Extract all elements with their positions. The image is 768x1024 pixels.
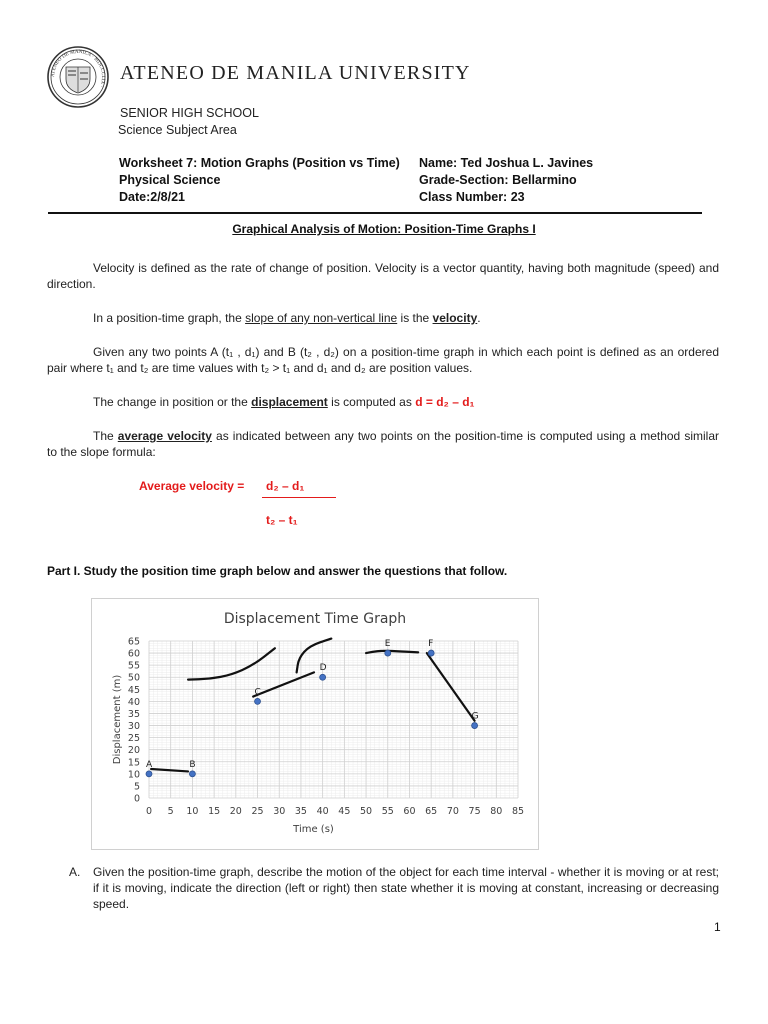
- x-tick-label: 25: [251, 806, 264, 817]
- x-tick-label: 85: [511, 806, 525, 817]
- header-divider: [48, 212, 702, 214]
- y-tick-label: 10: [127, 769, 140, 781]
- y-tick-label: 25: [127, 733, 140, 745]
- point-label-g: G: [471, 711, 479, 722]
- data-point-c: [255, 698, 261, 704]
- y-tick-label: 55: [127, 660, 140, 672]
- chart-svg: [92, 599, 538, 849]
- page-number: 1: [714, 920, 721, 934]
- paragraph-displacement: The change in position or the displacement is computed as d = d₂ – d₁: [93, 395, 475, 409]
- data-point-d: [320, 674, 326, 680]
- y-tick-label: 65: [127, 636, 140, 648]
- data-point-e: [385, 650, 391, 656]
- question-a-letter: A.: [69, 865, 81, 879]
- student-name: Name: Ted Joshua L. Javines: [419, 156, 594, 170]
- x-tick-label: 80: [490, 806, 503, 817]
- worksheet-title: Worksheet 7: Motion Graphs (Position vs Time): [119, 156, 400, 170]
- data-point-g: [472, 723, 478, 729]
- point-label-f: F: [428, 639, 434, 650]
- formula-label: Average velocity =: [139, 479, 245, 493]
- formula-denominator: t₂ – t₁: [266, 513, 298, 527]
- subject-area: Science Subject Area: [118, 123, 237, 137]
- y-tick-label: 30: [127, 721, 140, 733]
- point-label-c: C: [254, 687, 261, 698]
- part-one-instruction: Part I. Study the position time graph below and answer the questions that follow.: [47, 564, 508, 578]
- paragraph-velocity-definition: Velocity is defined as the rate of change of position. Velocity is a vector quantity, having both magnitude (speed) and direction.: [47, 261, 719, 291]
- section-title: Graphical Analysis of Motion: Position-Time Graphs I: [232, 222, 536, 236]
- paragraph-average-velocity: The average velocity as indicated between any two points on the position-time is computed using a method similar to the slope formula:: [47, 429, 719, 459]
- university-seal-logo: [46, 45, 110, 109]
- course-name: Physical Science: [119, 173, 221, 187]
- worksheet-date: Date:2/8/21: [119, 190, 186, 204]
- x-tick-label: 20: [229, 806, 242, 817]
- y-tick-label: 5: [133, 781, 140, 793]
- y-tick-label: 35: [127, 708, 140, 720]
- university-name: ATENEO DE MANILA UNIVERSITY: [120, 62, 471, 84]
- x-tick-label: 65: [425, 806, 438, 817]
- grade-section: Grade-Section: Bellarmino: [419, 173, 577, 187]
- x-tick-label: 50: [360, 806, 373, 817]
- x-tick-label: 70: [446, 806, 459, 817]
- point-label-a: A: [146, 759, 153, 770]
- segment-A-B: [151, 769, 188, 771]
- seal-text: ATENEO DE MANILA · MDCCCLIX ·: [49, 48, 107, 89]
- point-label-d: D: [319, 663, 327, 674]
- formula-numerator: d₂ – d₁: [266, 479, 305, 493]
- y-tick-label: 50: [127, 672, 140, 684]
- chart-title: Displacement Time Graph: [223, 611, 407, 627]
- data-point-f: [428, 650, 434, 656]
- point-label-e: E: [384, 639, 391, 650]
- x-tick-label: 15: [208, 806, 221, 817]
- x-tick-label: 55: [381, 806, 394, 817]
- paragraph-slope: In a position-time graph, the slope of any non-vertical line is the velocity.: [93, 311, 481, 325]
- x-tick-label: 45: [338, 806, 351, 817]
- y-axis-label: Displacement (m): [112, 674, 123, 765]
- y-tick-label: 0: [133, 793, 140, 805]
- x-tick-label: 60: [403, 806, 416, 817]
- class-number: Class Number: 23: [419, 190, 525, 204]
- y-tick-label: 45: [127, 684, 140, 696]
- x-tick-label: 75: [468, 806, 481, 817]
- y-tick-label: 40: [127, 696, 140, 708]
- formula-fraction-bar: [262, 497, 336, 498]
- x-axis-label: Time (s): [293, 824, 334, 835]
- data-point-b: [189, 771, 195, 777]
- paragraph-two-points: Given any two points A (t₁ , d₁) and B (t₂ , d₂) on a position-time graph in which each point is defined as an ordered pair where t₁ and t₂ are time values with t₂ > t₁ and d₁ and d₂ are position values.: [47, 345, 719, 375]
- y-tick-label: 60: [127, 648, 140, 660]
- x-tick-label: 10: [186, 806, 199, 817]
- x-tick-label: 35: [294, 806, 307, 817]
- school-name: SENIOR HIGH SCHOOL: [120, 106, 259, 120]
- question-a-text: Given the position-time graph, describe the motion of the object for each time interval - whether it is moving or at rest; if it is moving, indicate the direction (left or right) then state whether it is moving at constant, increasing or decreasing speed.: [93, 865, 719, 911]
- x-tick-label: 40: [316, 806, 329, 817]
- x-tick-label: 0: [145, 806, 153, 817]
- y-tick-label: 20: [127, 745, 140, 757]
- data-point-a: [146, 771, 152, 777]
- x-tick-label: 5: [167, 806, 174, 817]
- displacement-time-chart: [91, 598, 539, 850]
- point-label-b: B: [189, 759, 196, 770]
- x-tick-label: 30: [273, 806, 286, 817]
- y-tick-label: 15: [127, 757, 140, 769]
